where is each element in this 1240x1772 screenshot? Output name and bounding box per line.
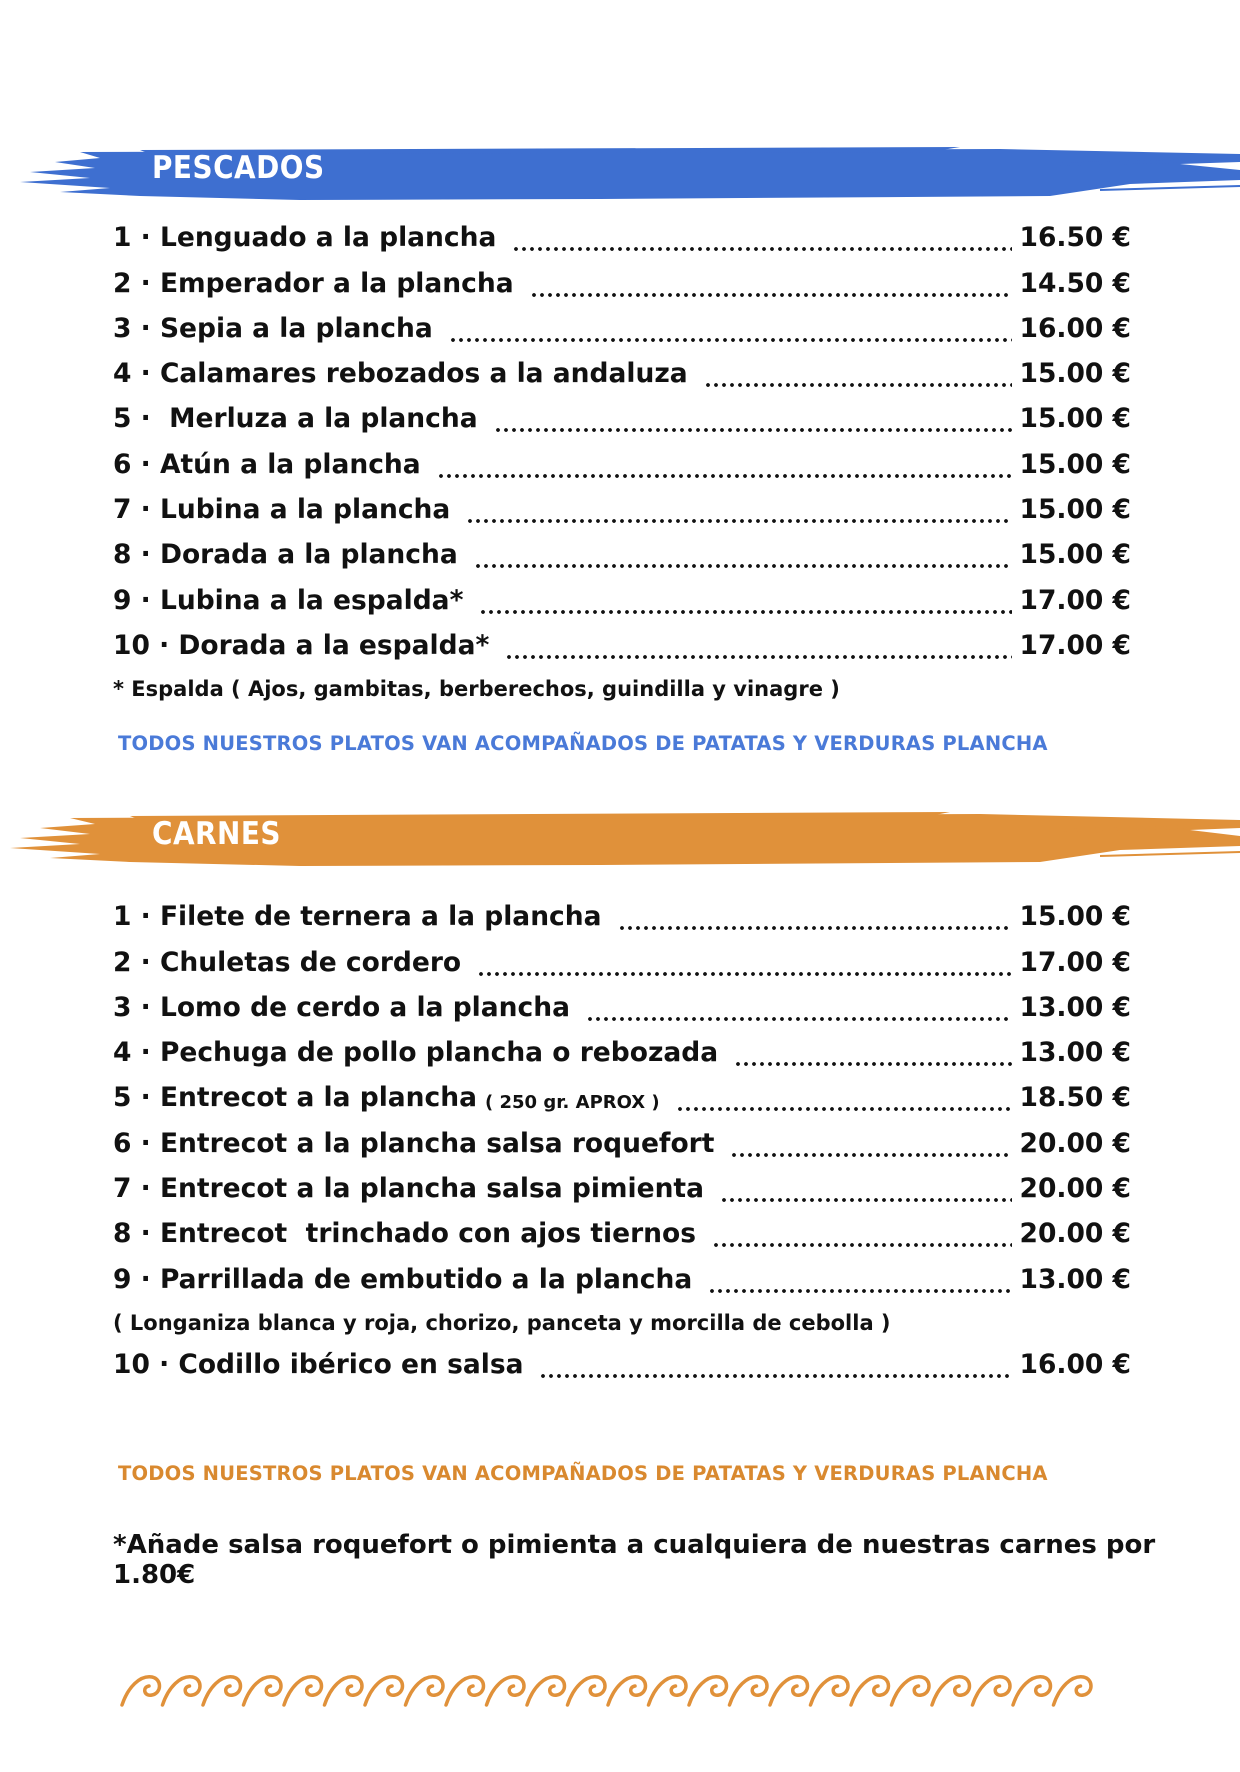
wave-swirl	[689, 1677, 727, 1705]
menu-item: 8 · Entrecot trinchado con ajos tiernos 20.00 €	[113, 1218, 1131, 1250]
carnes-banner	[0, 812, 1240, 872]
wave-swirl	[325, 1677, 363, 1705]
carnes-title: CARNES	[152, 816, 282, 852]
carnes-accompaniment-note: TODOS NUESTROS PLATOS VAN ACOMPAÑADOS DE PATATAS Y VERDURAS PLANCHA	[118, 1462, 1048, 1485]
menu-item: 7 · Entrecot a la plancha salsa pimienta 20.00 €	[113, 1173, 1131, 1205]
wave-swirl	[649, 1677, 687, 1705]
wave-swirl	[284, 1677, 322, 1705]
sauce-addon-note: *Añade salsa roquefort o pimienta a cualquiera de nuestras carnes por 1.80€	[113, 1530, 1156, 1590]
wave-swirl	[244, 1677, 282, 1705]
wave-swirl	[811, 1677, 849, 1705]
menu-item: 9 · Parrillada de embutido a la plancha 13.00 €	[113, 1263, 1131, 1295]
menu-item: 2 · Emperador a la plancha 14.50 €	[113, 267, 1131, 299]
menu-item: 6 · Entrecot a la plancha salsa roquefort 20.00 €	[113, 1127, 1131, 1159]
pescados-title: PESCADOS	[152, 150, 325, 186]
parrillada-note: ( Longaniza blanca y roja, chorizo, panceta y morcilla de cebolla )	[113, 1310, 891, 1335]
wave-swirl	[932, 1677, 970, 1705]
pescados-banner	[0, 146, 1240, 206]
menu-item: 3 · Lomo de cerdo a la plancha 13.00 €	[113, 991, 1131, 1023]
menu-item: 10 · Codillo ibérico en salsa 16.00 €	[113, 1348, 1131, 1380]
wave-swirl	[770, 1677, 808, 1705]
menu-item: 5 · Merluza a la plancha 15.00 €	[113, 403, 1131, 435]
wave-swirl	[203, 1677, 241, 1705]
wave-swirl	[608, 1677, 646, 1705]
menu-item: 1 · Lenguado a la plancha 16.50 €	[113, 222, 1131, 254]
wave-decoration	[118, 1665, 1128, 1715]
wave-swirl	[730, 1677, 768, 1705]
menu-item: 9 · Lubina a la espalda* 17.00 €	[113, 584, 1131, 616]
menu-item: 7 · Lubina a la plancha 15.00 €	[113, 494, 1131, 526]
espalda-footnote: * Espalda ( Ajos, gambitas, berberechos, guindilla y vinagre )	[113, 676, 840, 701]
menu-item: 2 · Chuletas de cordero 17.00 €	[113, 946, 1131, 978]
carnes-list	[113, 887, 1131, 1380]
menu-item: 4 · Pechuga de pollo plancha o rebozada 13.00 €	[113, 1037, 1131, 1069]
menu-item: 10 · Dorada a la espalda* 17.00 €	[113, 629, 1131, 661]
menu-item: 1 · Filete de ternera a la plancha 15.00 €	[113, 901, 1131, 933]
weight-note: ( 250 gr. APROX )	[485, 1092, 660, 1114]
wave-swirl	[1013, 1677, 1051, 1705]
wave-swirl	[406, 1677, 444, 1705]
menu-item: 3 · Sepia a la plancha 16.00 €	[113, 312, 1131, 344]
menu-item: 4 · Calamares rebozados a la andaluza 15.00 €	[113, 358, 1131, 390]
wave-swirl	[973, 1677, 1011, 1705]
wave-swirl	[365, 1677, 403, 1705]
wave-swirl	[122, 1677, 160, 1705]
pescados-list	[113, 208, 1131, 701]
wave-swirl	[163, 1677, 201, 1705]
menu-item: 8 · Dorada a la plancha 15.00 €	[113, 539, 1131, 571]
wave-swirl	[851, 1677, 889, 1705]
wave-swirl	[527, 1677, 565, 1705]
wave-swirl	[446, 1677, 484, 1705]
wave-swirl	[892, 1677, 930, 1705]
pescados-accompaniment-note: TODOS NUESTROS PLATOS VAN ACOMPAÑADOS DE PATATAS Y VERDURAS PLANCHA	[118, 732, 1048, 755]
wave-swirl	[1054, 1677, 1092, 1705]
wave-swirl	[487, 1677, 525, 1705]
menu-item: 6 · Atún a la plancha 15.00 €	[113, 448, 1131, 480]
menu-item: 5 · Entrecot a la plancha ( 250 gr. APROX ) 18.50 €	[113, 1082, 1131, 1114]
wave-swirl	[568, 1677, 606, 1705]
